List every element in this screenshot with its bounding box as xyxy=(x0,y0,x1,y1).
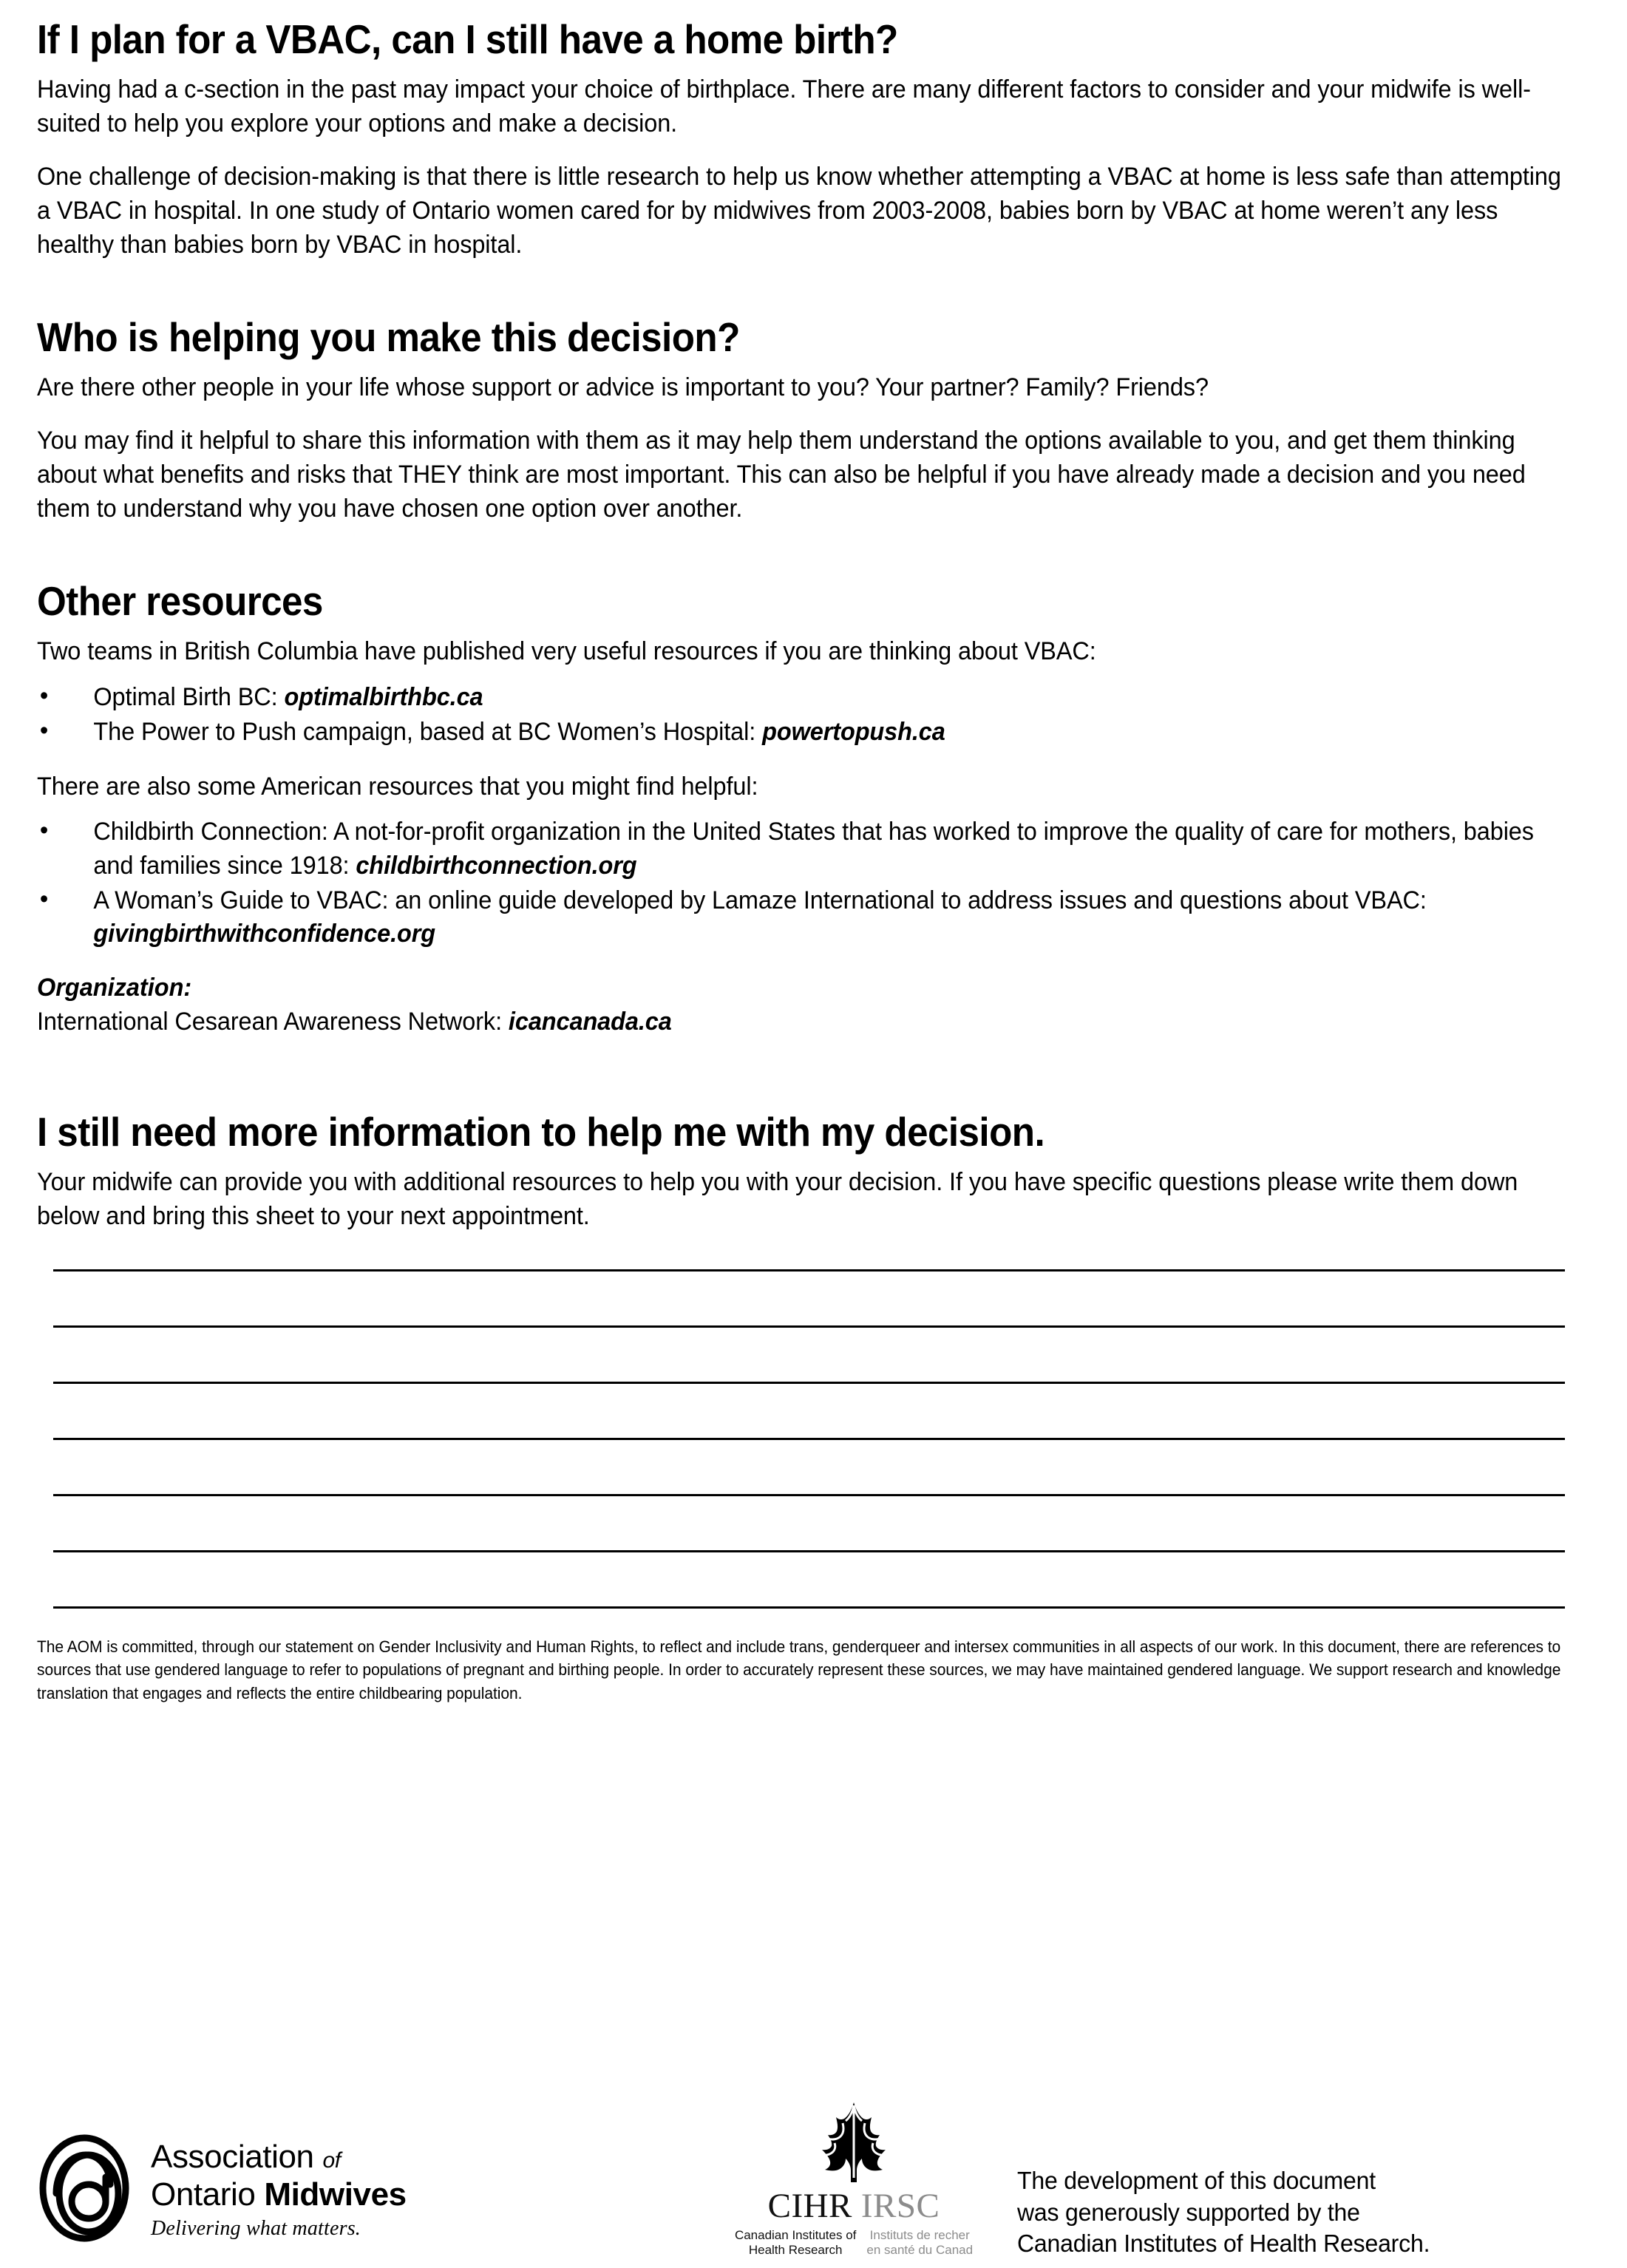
aom-tagline: Delivering what matters. xyxy=(151,2217,361,2240)
aom-wordmark xyxy=(151,2141,407,2239)
resource-label: The Power to Push campaign, based at BC Women’s Hospital: xyxy=(93,718,763,747)
notes-writing-lines[interactable] xyxy=(37,1269,1565,1609)
resource-url[interactable]: childbirthconnection.org xyxy=(356,851,637,880)
paragraph-home-birth-2: One challenge of decision-making is that there is little research to help us know whether attempting a VBAC at home is less safe than attempting a VBAC in hospital. In one study of Ontario women cared for by midwives from 2003-2008, babies born by VBAC at home weren’t any less healthy than babies born by VBAC in hospital. xyxy=(37,163,1561,259)
heading-more-information: I still need more information to help me with my decision. xyxy=(37,1109,1045,1155)
spacer xyxy=(37,751,1565,770)
spacer xyxy=(37,623,1565,635)
funding-line-1: The development of this document xyxy=(1017,2167,1376,2195)
resource-label: Optimal Birth BC: xyxy=(93,683,285,712)
resource-label: A Woman’s Guide to VBAC: an online guide developed by Lamaze International to address issues and questions about VBAC: xyxy=(93,886,1427,914)
cihr-subtitle-en xyxy=(735,2228,856,2258)
aom-association-text: Association xyxy=(151,2139,314,2175)
writing-line[interactable] xyxy=(53,1325,1565,1328)
cihr-subtitle-fr xyxy=(866,2228,973,2258)
paragraph-helping-1: Are there other people in your life whose support or advice is important to you? Your partner? Family? Friends? xyxy=(37,373,1209,402)
spacer xyxy=(37,405,1565,424)
resource-label: Childbirth Connection: A not-for-profit organization in the United States that has worked to improve the quality of care for mothers, babies and families since 1918: xyxy=(93,818,1534,880)
aom-ontario-text: Ontario xyxy=(151,2176,265,2213)
cihr-acronym-row xyxy=(767,2186,940,2225)
funding-statement-block xyxy=(976,2165,1590,2268)
spacer xyxy=(37,1234,1565,1269)
resource-url[interactable]: givingbirthwithconfidence.org xyxy=(93,920,436,948)
paragraph-more-information: Your midwife can provide you with additional resources to help you with your decision. If you have specific questions please write them down below and bring this sheet to your next appointment. xyxy=(37,1168,1518,1231)
aom-of-text: of xyxy=(322,2148,341,2173)
funding-statement xyxy=(1017,2165,1573,2259)
cihr-logo-block xyxy=(732,2101,976,2268)
organization-label: Organization: xyxy=(37,974,192,1002)
aom-midwives-text: Midwives xyxy=(264,2176,407,2213)
organization-name: International Cesarean Awareness Network: xyxy=(37,1008,509,1036)
organization-entry xyxy=(37,1005,1565,1039)
resource-url[interactable]: powertopush.ca xyxy=(762,718,945,747)
maple-leaf-icon xyxy=(810,2101,897,2187)
spacer xyxy=(37,141,1565,160)
resource-url[interactable]: optimalbirthbc.ca xyxy=(284,683,483,712)
heading-other-resources: Other resources xyxy=(37,577,323,624)
cihr-subtitle-row xyxy=(735,2228,973,2258)
list-item xyxy=(37,884,1565,951)
writing-line[interactable] xyxy=(53,1550,1565,1552)
organization-url[interactable]: icancanada.ca xyxy=(508,1008,672,1036)
writing-line[interactable] xyxy=(53,1438,1565,1440)
writing-line[interactable] xyxy=(53,1382,1565,1384)
cihr-acronym-fr: IRSC xyxy=(860,2186,940,2225)
funding-line-2: was generously supported by the xyxy=(1017,2198,1360,2226)
aom-spiral-logo-icon xyxy=(37,2133,132,2247)
heading-home-birth: If I plan for a VBAC, can I still have a home birth? xyxy=(37,16,898,62)
writing-line[interactable] xyxy=(53,1494,1565,1496)
heading-who-is-helping: Who is helping you make this decision? xyxy=(37,313,740,360)
aom-line-2 xyxy=(151,2176,407,2213)
cihr-subtitle-en-line-2: Health Research xyxy=(748,2242,843,2257)
paragraph-helping-2: You may find it helpful to share this information with them as it may help them understand the options available to you, and get them thinking about what benefits and risks that THEY think are most important. This can also be helpful if you have already made a decision and you need them to understand why you have chosen one option over another. xyxy=(37,427,1526,523)
funding-line-3: Canadian Institutes of Health Research. xyxy=(1017,2229,1430,2257)
resource-list-american xyxy=(37,815,1565,951)
spacer xyxy=(37,262,1565,316)
aom-logo-block xyxy=(37,2133,599,2268)
writing-line[interactable] xyxy=(53,1606,1565,1609)
spacer xyxy=(37,669,1565,681)
spacer xyxy=(37,1609,1565,1635)
page-footer xyxy=(37,2083,1590,2268)
cihr-subtitle-en-line-1: Canadian Institutes of xyxy=(734,2227,857,2242)
resource-list-bc xyxy=(37,681,1565,749)
list-item xyxy=(37,681,1565,714)
spacer xyxy=(37,526,1565,580)
paragraph-resources-american-intro: There are also some American resources that you might find helpful: xyxy=(37,772,758,801)
paragraph-home-birth-1: Having had a c-section in the past may impact your choice of birthplace. There are many different factors to consider and your midwife is well-suited to help you explore your options and make a decision. xyxy=(37,75,1531,138)
list-item xyxy=(37,716,1565,749)
spacer xyxy=(37,359,1565,371)
aom-line-1 xyxy=(151,2141,407,2173)
cihr-acronym-en: CIHR xyxy=(767,2186,852,2225)
gender-inclusivity-disclaimer: The AOM is committed, through our statement on Gender Inclusivity and Human Rights, to reflect and include trans, genderqueer and intersex communities in all aspects of our work. In this document, there are references to sources that use gendered language to refer to populations of pregnant and birthing people. In order to accurately represent these sources, we may have maintained gendered language. We support research and knowledge translation that engages and reflects the entire childbearing population. xyxy=(37,1637,1561,1702)
spacer xyxy=(37,804,1565,815)
spacer xyxy=(37,1154,1565,1166)
spacer xyxy=(37,61,1565,73)
spacer xyxy=(37,952,1565,971)
cihr-subtitle-fr-line-2: en santé du Canad xyxy=(866,2242,974,2257)
spacer xyxy=(37,1039,1565,1110)
paragraph-resources-bc-intro: Two teams in British Columbia have published very useful resources if you are thinking about VBAC: xyxy=(37,637,1096,666)
list-item xyxy=(37,815,1565,882)
writing-line[interactable] xyxy=(53,1269,1565,1271)
cihr-subtitle-fr-line-1: Instituts de recher xyxy=(869,2227,970,2242)
